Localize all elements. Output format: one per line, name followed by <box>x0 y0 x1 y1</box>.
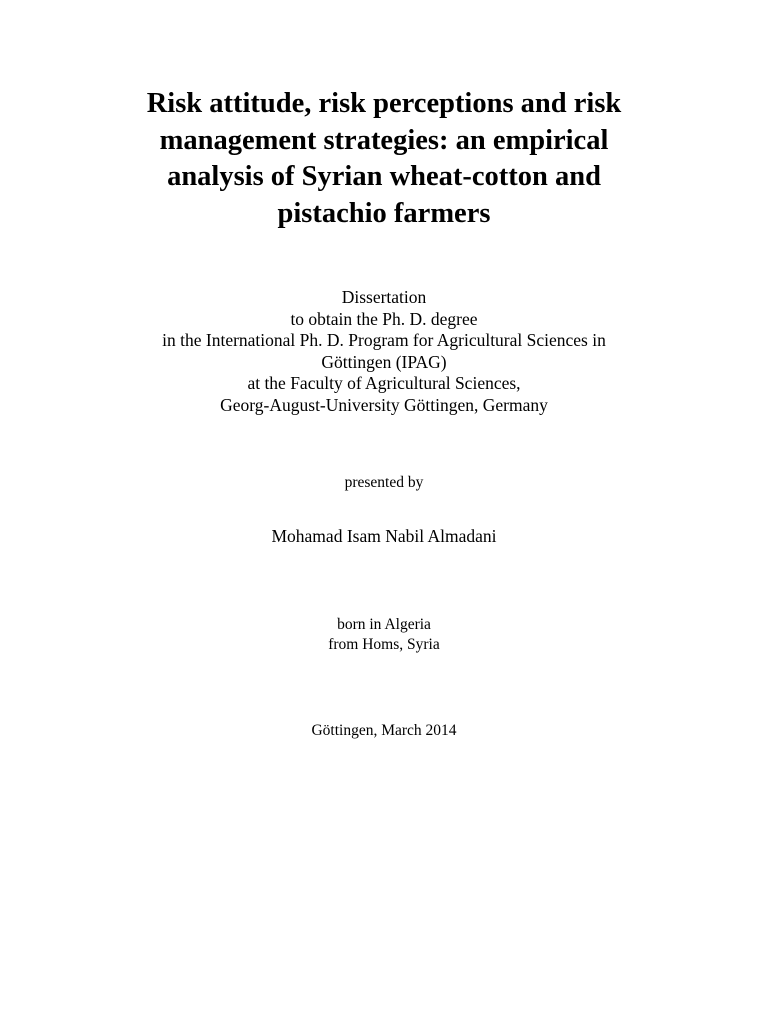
description-line: in the International Ph. D. Program for Agricultural Sciences in <box>162 330 606 351</box>
description-line: Dissertation <box>341 287 427 307</box>
description-line: Georg-August-University Göttingen, Germany <box>220 394 548 415</box>
description-line: Göttingen (IPAG) <box>321 351 447 372</box>
title-line: Risk attitude, risk perceptions and risk <box>146 88 622 119</box>
origin-line: from Homs, Syria <box>328 635 440 653</box>
presented-by-label: presented by <box>344 474 424 491</box>
title-line: management strategies: an empirical <box>159 124 609 156</box>
description-line: at the Faculty of Agricultural Sciences, <box>247 373 521 394</box>
author-name: Mohamad Isam Nabil Almadani <box>271 526 497 546</box>
place-and-date: Göttingen, March 2014 <box>311 722 457 739</box>
author-origin <box>184 615 584 654</box>
title-line: pistachio farmers <box>277 197 491 229</box>
description-line: to obtain the Ph. D. degree <box>290 308 478 329</box>
degree-description <box>84 287 684 417</box>
origin-line: born in Algeria <box>337 616 431 633</box>
dissertation-title <box>84 86 684 232</box>
title-line: analysis of Syrian wheat-cotton and <box>167 161 601 192</box>
